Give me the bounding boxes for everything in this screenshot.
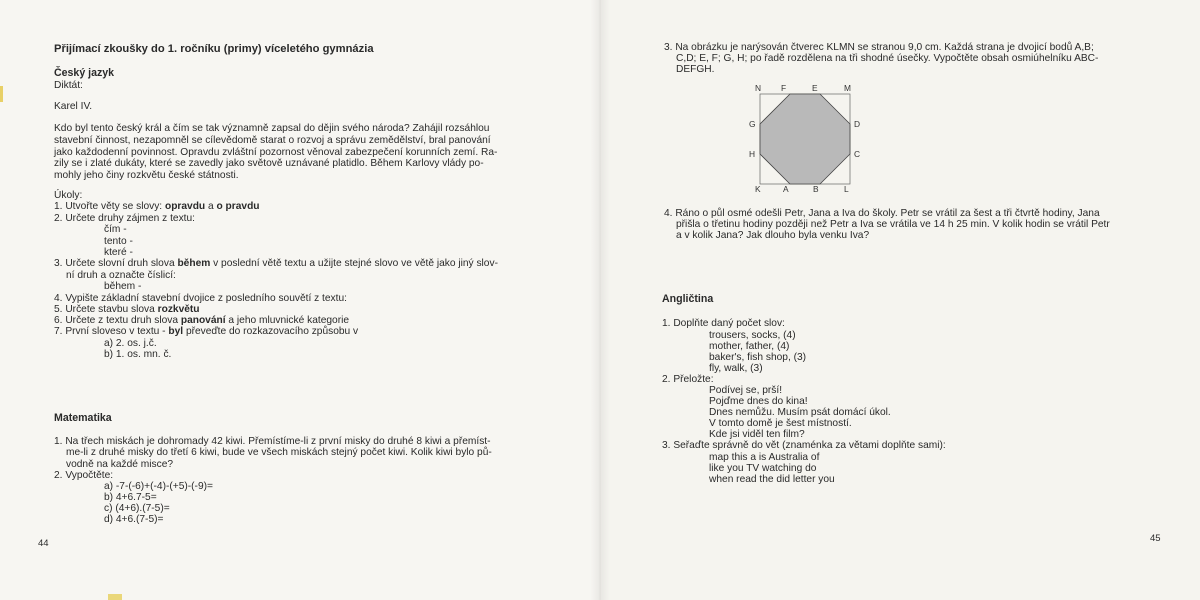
task-item: baker's, fish shop, (3) <box>709 352 807 363</box>
label-c: C <box>854 149 861 159</box>
task-item: fly, walk, (3) <box>709 363 763 374</box>
task-item: b) 1. os. mn. č. <box>104 349 172 360</box>
task-item: během - <box>104 281 142 292</box>
task-item: Kde jsi viděl ten film? <box>709 429 805 440</box>
math-task-1-line: 1. Na třech miskách je dohromady 42 kiwi. Přemístíme-li z první misky do druhé 8 kiwi a přemíst- <box>54 436 491 447</box>
page-number: 45 <box>1150 533 1161 544</box>
task-item: Podívej se, prší! <box>709 385 783 396</box>
dictation-line: Kdo byl tento český král a čím se tak významně zapsal do dějin svého národa? Zahájil rozsáhlou <box>54 123 490 134</box>
task-item: tento - <box>104 236 133 247</box>
label-e: E <box>812 83 818 93</box>
book-gutter <box>590 0 610 600</box>
octagon-figure <box>744 82 864 194</box>
task-keyword: panování <box>180 315 226 326</box>
task-item: like you TV watching do <box>709 463 817 474</box>
label-g: G <box>749 119 756 129</box>
english-heading: Angličtina <box>662 293 714 305</box>
task-item: a) -7-(-6)+(-4)-(+5)-(-9)= <box>104 481 213 492</box>
task-item: Pojďme dnes do kina! <box>709 396 808 407</box>
octagon-abcdefgh <box>760 94 850 184</box>
label-f: F <box>781 83 787 93</box>
dictation-line: jako každodenní povinnost. Opravdu zvláštní pozornost věnoval zabezpečení korunních zemí. Ra- <box>54 147 498 158</box>
task-keyword: o pravdu <box>216 201 260 212</box>
dictation-line: stavební činnost, nezapomněl se cílevědomě starat o rozvoj a správu zemědělství, bral panování <box>54 135 491 146</box>
label-h: H <box>749 149 756 159</box>
task-text: a <box>205 201 217 212</box>
task-item: a) 2. os. j.č. <box>104 338 157 349</box>
label-k: K <box>755 184 761 194</box>
english-task-3: 3. Seřaďte správně do vět (znaménka za větami doplňte sami): <box>662 440 946 451</box>
label-b: B <box>813 184 819 194</box>
task-keyword: opravdu <box>164 201 206 212</box>
task-keyword: během <box>177 258 211 269</box>
czech-task-6 <box>54 315 349 327</box>
task-item: mother, father, (4) <box>709 341 790 352</box>
czech-task-3-cont: ní druh a označte číslicí: <box>66 270 176 281</box>
task-item: map this a is Australia of <box>709 452 820 463</box>
task-text: 7. První sloveso v textu - <box>54 326 169 337</box>
math-task-3-line: 3. Na obrázku je narýsován čtverec KLMN se stranou 9,0 cm. Každá strana je dvojicí bodů A,B; <box>664 42 1094 53</box>
math-task-4-line: 4. Ráno o půl osmé odešli Petr, Jana a Iva do školy. Petr se vrátil za šest a tři čtvrtě hodiny, Jana <box>664 208 1100 219</box>
label-m: M <box>844 83 851 93</box>
task-keyword: rozkvětu <box>157 304 200 315</box>
label-a: A <box>783 184 789 194</box>
label-l: L <box>844 184 849 194</box>
task-text: 1. Utvořte věty se slovy: <box>54 201 165 212</box>
task-text: převeďte do rozkazovacího způsobu v <box>183 326 359 337</box>
math-task-3-line: DEFGH. <box>676 64 715 75</box>
czech-subheading: Diktát: <box>54 80 83 91</box>
math-task-1-line: me-li z druhé misky do třetí 6 kiwi, bude ve všech miskách stejný počet kiwi. Kolik kiwi bylo pů- <box>66 447 492 458</box>
task-text: a jeho mluvnické kategorie <box>225 315 350 326</box>
highlighter-mark <box>108 594 122 600</box>
task-text: v poslední větě textu a užijte stejné slovo ve větě jako jiný slov- <box>210 258 498 269</box>
page-number: 44 <box>38 538 49 549</box>
dictation-title: Karel IV. <box>54 101 93 112</box>
task-text: 6. Určete z textu druh slova <box>54 315 181 326</box>
czech-task-7 <box>54 326 358 338</box>
highlighter-mark <box>0 86 3 102</box>
label-n: N <box>755 83 762 93</box>
czech-task-3 <box>54 258 498 270</box>
math-task-1-line: vodně na každé misce? <box>66 459 174 470</box>
page-title: Přijímací zkoušky do 1. ročníku (primy) víceletého gymnázia <box>54 43 374 55</box>
dictation-line: zily se i zlaté dukáty, které se zavedly jako světově uznávané platidlo. Během Karlovy vlády po- <box>54 158 484 169</box>
math-task-2: 2. Vypočtěte: <box>54 470 114 481</box>
task-text: 5. Určete stavbu slova <box>54 304 158 315</box>
task-item: V tomto domě je šest místností. <box>709 418 852 429</box>
task-item: d) 4+6.(7-5)= <box>104 514 164 525</box>
czech-task-2: 2. Určete druhy zájmen z textu: <box>54 213 195 224</box>
task-item: Dnes nemůžu. Musím psát domácí úkol. <box>709 407 891 418</box>
tasks-label: Úkoly: <box>54 190 83 201</box>
label-d: D <box>854 119 861 129</box>
math-heading: Matematika <box>54 412 112 424</box>
task-text: 3. Určete slovní druh slova <box>54 258 178 269</box>
task-keyword: byl <box>168 326 184 337</box>
czech-task-1 <box>54 201 260 213</box>
task-item: b) 4+6.7-5= <box>104 492 157 503</box>
czech-heading: Český jazyk <box>54 67 115 79</box>
task-item: které - <box>104 247 133 258</box>
math-task-3-line: C,D; E, F; G, H; po řadě rozdělena na tři shodné úsečky. Vypočtěte obsah osmiúhelníku ABC- <box>676 53 1099 64</box>
english-task-2: 2. Přeložte: <box>662 374 714 385</box>
czech-task-5 <box>54 304 200 316</box>
task-item: c) (4+6).(7-5)= <box>104 503 170 514</box>
math-task-4-line: přišla o třetinu hodiny později než Petr a Iva se vrátila ve 14 h 25 min. V kolik hodin se vrátil Petr <box>676 219 1110 230</box>
dictation-line: mohly jeho činy rozkvětu české státnosti. <box>54 170 239 181</box>
math-task-4-line: a v kolik Jana? Jak dlouho byla venku Iva? <box>676 230 870 241</box>
task-item: when read the did letter you <box>709 474 835 485</box>
czech-task-4: 4. Vypište základní stavební dvojice z posledního souvětí z textu: <box>54 293 347 304</box>
task-item: trousers, socks, (4) <box>709 330 796 341</box>
english-task-1: 1. Doplňte daný počet slov: <box>662 318 785 329</box>
task-item: čím - <box>104 224 127 235</box>
